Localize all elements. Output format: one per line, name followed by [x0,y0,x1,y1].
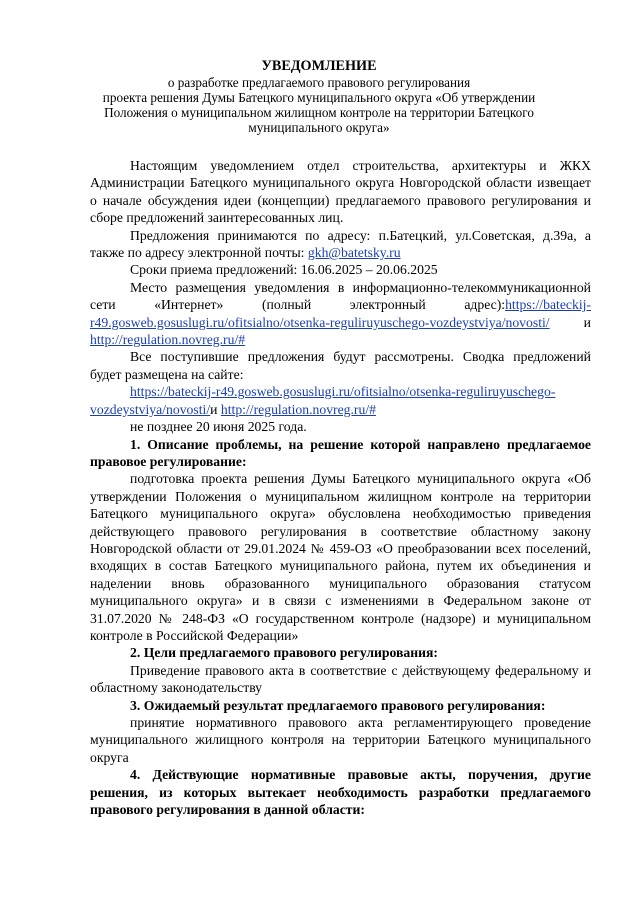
placement-text: Место размещения уведомления в информационно-телекоммуникационной сети «Интернет» (полный электронный адрес): [90,279,591,313]
section-2-title: 2. Цели предлагаемого правового регулирования: [130,645,438,661]
and-text: и [549,314,591,330]
gosweb-link[interactable]: https://bateckij-r49.gosweb.gosuslugi.ru/ofitsialno/otsenka-reguliruyuschego-vozdeystviya/novosti/ [90,297,591,330]
not-later-text: не позднее 20 июня 2025 года. [130,419,307,435]
placement-paragraph [90,279,591,349]
regulation-link[interactable]: http://regulation.novreg.ru/# [220,401,376,417]
and-text: и [210,401,221,417]
email-link[interactable]: gkh@batetsky.ru [307,245,401,261]
section-1-text: подготовка проекта решения Думы Батецкого муниципального округа «Об утверждении Положения о муниципальном жилищном контроле на территории Батецкого муниципального округа» обусловлена необходимостью приведения действующего правового регулирования в соответствие областному закону Новгородской области от 29.01.2024 № 459-ОЗ «О преобразовании всех поселений, входящих в состав Батецкого муниципального района, путем их объединения и наделении вновь образованного муниципального образования статусом муниципального округа» и в связи с изменениями в Федеральном законе от 31.07.2020 № 248-ФЗ «О государственном контроле (надзоре) и муниципальном контроле в Российской Федерации» [90,471,591,643]
subtitle-line: проекта решения Думы Батецкого муниципального округа «Об утверждении [102,90,536,105]
section-3-text: принятие нормативного правового акта регламентирующего проведение муниципального жилищного контроля на территории Батецкого муниципального округа [90,715,591,765]
summary-paragraph: Все поступившие предложения будут рассмотрены. Сводка предложений будет размещена на сайте: [90,349,591,382]
intro-paragraph: Настоящим уведомлением отдел строительства, архитектуры и ЖКХ Администрации Батецкого муниципального округа Новгородской области извещает о начале обсуждения идеи (концепции) предлагаемого правового регулирования и сборе предложений заинтересованных лиц. [90,158,591,226]
section-4-title: 4. Действующие нормативные правовые акты, поручения, другие решения, из которых вытекает необходимость разработки предлагаемого правового регулирования в данной области: [90,767,591,818]
regulation-link[interactable]: http://regulation.novreg.ru/# [90,332,246,348]
subtitle-line: муниципального округа» [248,120,390,135]
gosweb-link[interactable]: https://bateckij-r49.gosweb.gosuslugi.ru/ofitsialno/otsenka-reguliruyuschego-vozdeystviya/novosti/ [90,384,556,417]
document-title: УВЕДОМЛЕНИЕ [261,58,377,74]
section-1-title: 1. Описание проблемы, на решение которой направлено предлагаемое правовое регулирование: [90,436,591,469]
subtitle-line: о разработке предлагаемого правового регулирования [167,75,471,90]
section-2-text: Приведение правового акта в соответствие с действующему федеральному и областному законодательству [90,662,591,696]
section-3-title: 3. Ожидаемый результат предлагаемого правового регулирования: [130,697,546,713]
subtitle-line: Положения о муниципальном жилищном контроле на территории Батецкого [104,105,534,120]
address-text: Предложения принимаются по адресу: п.Батецкий, ул.Советская, д.39а, а также по адресу электронной почты: [90,227,591,261]
address-paragraph [90,227,591,262]
summary-links [90,383,591,418]
deadline-paragraph: Сроки приема предложений: 16.06.2025 – 20.06.2025 [130,262,438,278]
document-subtitle [86,75,552,135]
document-body [90,157,591,818]
